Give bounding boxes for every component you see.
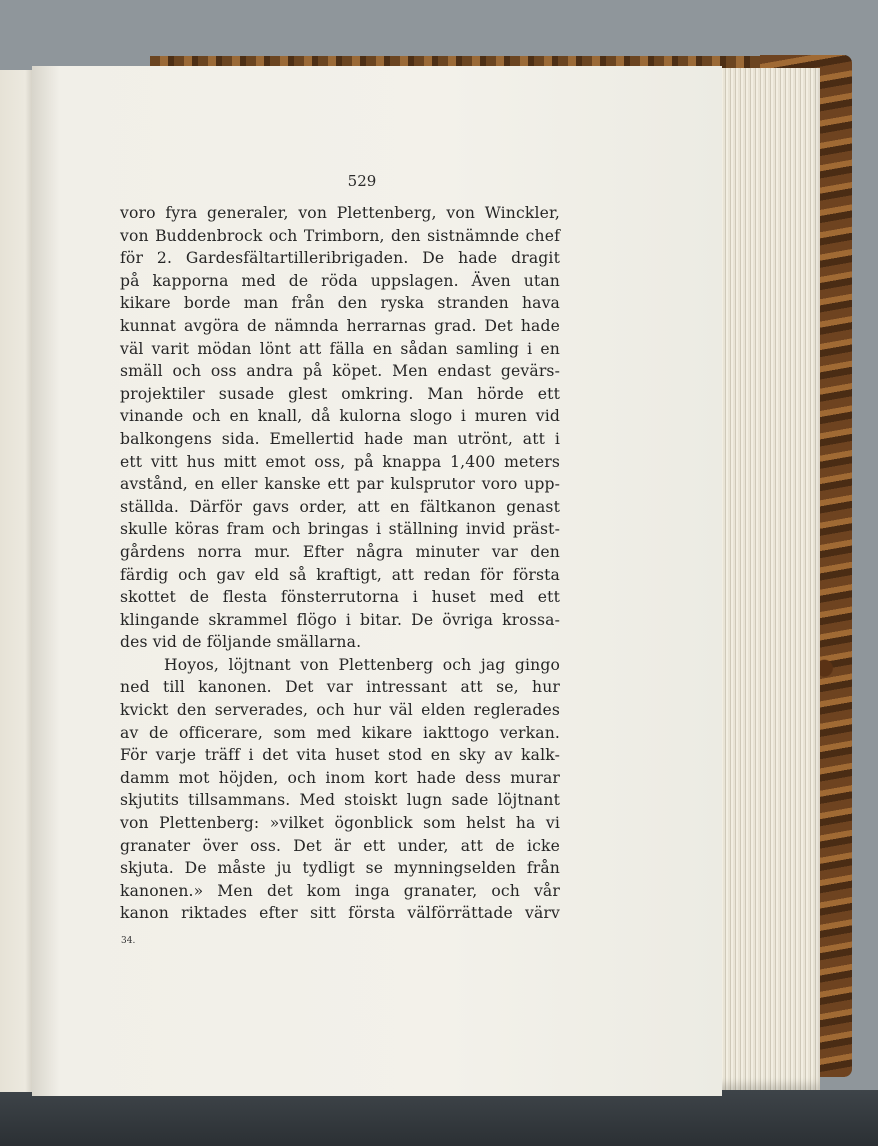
text-line: ned till kanonen. Det var intressant att se, hur [120, 678, 560, 697]
text-line: klingande skrammel flögo i bitar. De övriga krossa- [120, 610, 560, 629]
text-line: kvickt den serverades, och hur väl elden reglerades [120, 701, 560, 720]
text-line: kanonen.» Men det kom inga granater, och vår [120, 881, 560, 900]
text-line: ställda. Därför gavs order, att en fältkanon genast [120, 497, 560, 516]
text-line: projektiler susade glest omkring. Man hörde ett [120, 384, 560, 403]
text-line: balkongens sida. Emellertid hade man utrönt, att i [120, 429, 560, 448]
text-line: damm mot höjden, och inom kort hade dess murar [120, 768, 560, 787]
printer-signature-mark: 34. [121, 936, 136, 946]
table-surface [0, 1090, 878, 1146]
text-line: von Buddenbrock och Trimborn, den sistnämnde chef [120, 226, 560, 245]
text-line: kikare borde man från den ryska stranden hava [120, 294, 560, 313]
page-number: 529 [347, 172, 377, 190]
text-line: avstånd, en eller kanske ett par kulsprutor voro upp- [120, 475, 560, 494]
text-line: för 2. Gardesfältartilleribrigaden. De hade dragit [120, 249, 560, 268]
left-page-edge [0, 70, 36, 1092]
text-line: ett vitt hus mitt emot oss, på knappa 1,400 meters [120, 452, 560, 471]
text-line: granater över oss. Det är ett under, att de icke [120, 836, 560, 855]
text-line: kanon riktades efter sitt första välförrättade värv [120, 904, 560, 923]
text-line: kunnat avgöra de nämnda herrarnas grad. Det hade [120, 316, 560, 335]
text-line: skjutits tillsammans. Med stoiskt lugn sade löjtnant [120, 791, 560, 810]
text-line: färdig och gav eld så kraftigt, att redan för första [120, 565, 560, 584]
text-line: För varje träff i det vita huset stod en sky av kalk- [120, 746, 560, 765]
text-line: des vid de följande smällarna. [120, 633, 362, 652]
text-line: smäll och oss andra på köpet. Men endast gevärs- [120, 362, 560, 381]
text-line: von Plettenberg: »vilket ögonblick som helst ha vi [120, 814, 560, 833]
text-line: skulle köras fram och bringas i ställning invid präst- [120, 520, 560, 539]
text-line: väl varit mödan lönt att fälla en sådan samling i en [120, 339, 560, 358]
text-line: skjuta. De måste ju tydligt se mynningselden från [120, 859, 560, 878]
book-page [32, 66, 722, 1096]
text-line: skottet de flesta fönsterrutorna i huset med ett [120, 588, 560, 607]
page-edges-stack [708, 68, 820, 1090]
text-line: gårdens norra mur. Efter några minuter var den [120, 542, 560, 561]
body-text [120, 202, 560, 925]
text-line: Hoyos, löjtnant von Plettenberg och jag gingo [164, 655, 560, 674]
text-line: på kapporna med de röda uppslagen. Även utan [120, 271, 560, 290]
text-line: voro fyra generaler, von Plettenberg, von Winckler, [120, 204, 560, 222]
text-line: vinande och en knall, då kulorna slogo i muren vid [120, 407, 560, 426]
text-line: av de officerare, som med kikare iakttogo verkan. [120, 723, 560, 742]
